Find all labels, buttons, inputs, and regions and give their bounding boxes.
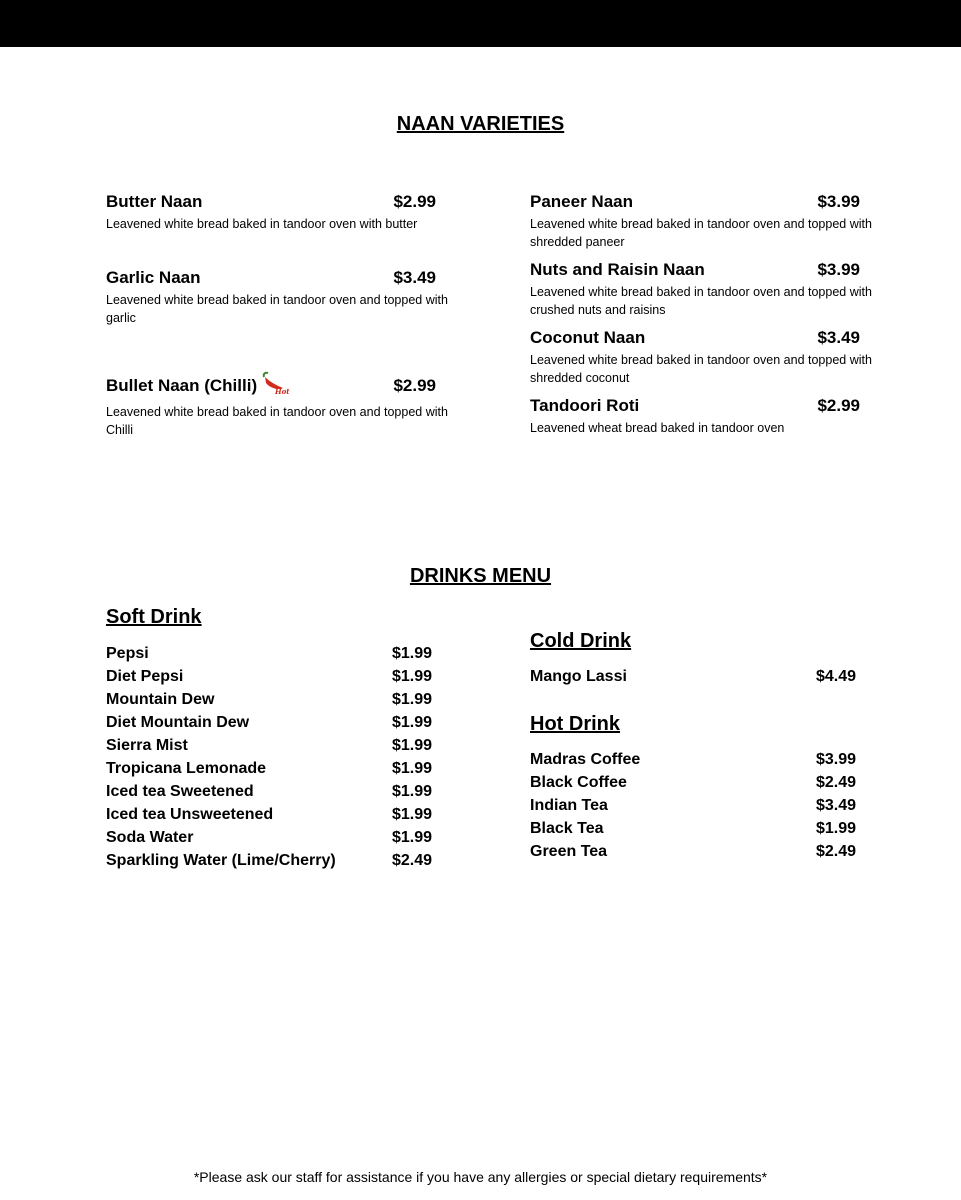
item-description: Leavened white bread baked in tandoor oven and topped with Chilli — [106, 405, 448, 437]
drink-row: Sierra Mist $1.99 — [106, 737, 432, 754]
drinks-section-title: DRINKS MENU — [409, 565, 552, 587]
drink-row: Madras Coffee $3.99 — [530, 751, 856, 768]
naan-item — [530, 328, 872, 387]
naan-item — [530, 396, 860, 437]
drink-row: Indian Tea $3.49 — [530, 797, 856, 814]
item-name: Butter Naan — [106, 192, 203, 211]
drink-row: Soda Water $1.99 — [106, 829, 432, 846]
item-price: $3.99 — [817, 192, 860, 211]
item-description: Leavened white bread baked in tandoor oven with butter — [106, 217, 418, 231]
naan-right-column — [530, 192, 872, 437]
soft-drink-column — [106, 606, 432, 872]
drink-row: Green Tea $2.49 — [530, 843, 856, 860]
drink-row: Black Coffee $2.49 — [530, 774, 856, 791]
item-price: $3.49 — [393, 268, 436, 287]
chilli-hot-icon — [261, 371, 290, 400]
naan-section-title: NAAN VARIETIES — [396, 113, 565, 135]
item-description: Leavened white bread baked in tandoor oven and topped with crushed nuts and raisins — [530, 285, 872, 317]
naan-item — [106, 268, 448, 327]
naan-item — [106, 192, 436, 233]
item-description: Leavened white bread baked in tandoor oven and topped with garlic — [106, 293, 448, 325]
naan-item — [530, 260, 872, 319]
drink-row: Diet Mountain Dew $1.99 — [106, 714, 432, 731]
item-description: Leavened white bread baked in tandoor oven and topped with shredded coconut — [530, 353, 872, 385]
soft-drink-heading: Soft Drink — [106, 606, 202, 628]
item-name: Tandoori Roti — [530, 396, 640, 415]
naan-left-column — [106, 192, 448, 439]
naan-item — [106, 371, 448, 439]
item-price: $2.99 — [393, 192, 436, 211]
drink-row: Mountain Dew $1.99 — [106, 691, 432, 708]
item-name: Garlic Naan — [106, 268, 201, 287]
hot-drink-heading: Hot Drink — [530, 713, 620, 735]
drink-row: Tropicana Lemonade $1.99 — [106, 760, 432, 777]
top-black-bar — [0, 0, 961, 47]
drink-row: Mango Lassi $4.49 — [530, 668, 856, 685]
item-price: $2.99 — [393, 376, 436, 395]
drink-row: Pepsi $1.99 — [106, 645, 432, 662]
drink-row: Iced tea Sweetened $1.99 — [106, 783, 432, 800]
drink-row: Sparkling Water (Lime/Cherry) $2.49 — [106, 852, 432, 869]
cold-drink-heading: Cold Drink — [530, 630, 632, 652]
item-price: $3.49 — [817, 328, 860, 347]
item-name: Coconut Naan — [530, 328, 646, 347]
drink-row: Diet Pepsi $1.99 — [106, 668, 432, 685]
item-name: Nuts and Raisin Naan — [530, 260, 705, 279]
chilli-badge-text: Hot — [275, 387, 290, 396]
naan-item — [530, 192, 872, 251]
item-price: $3.99 — [817, 260, 860, 279]
item-price: $2.99 — [817, 396, 860, 415]
drink-row: Black Tea $1.99 — [530, 820, 856, 837]
cold-hot-drink-column — [530, 630, 856, 863]
item-name: Paneer Naan — [530, 192, 633, 211]
item-description: Leavened white bread baked in tandoor oven and topped with shredded paneer — [530, 217, 872, 249]
item-description: Leavened wheat bread baked in tandoor oven — [530, 421, 785, 435]
item-name: Bullet Naan (Chilli) Hot — [106, 371, 287, 400]
allergy-footer-note: *Please ask our staff for assistance if you have any allergies or special dietary requirements* — [193, 1169, 768, 1185]
drink-row: Iced tea Unsweetened $1.99 — [106, 806, 432, 823]
